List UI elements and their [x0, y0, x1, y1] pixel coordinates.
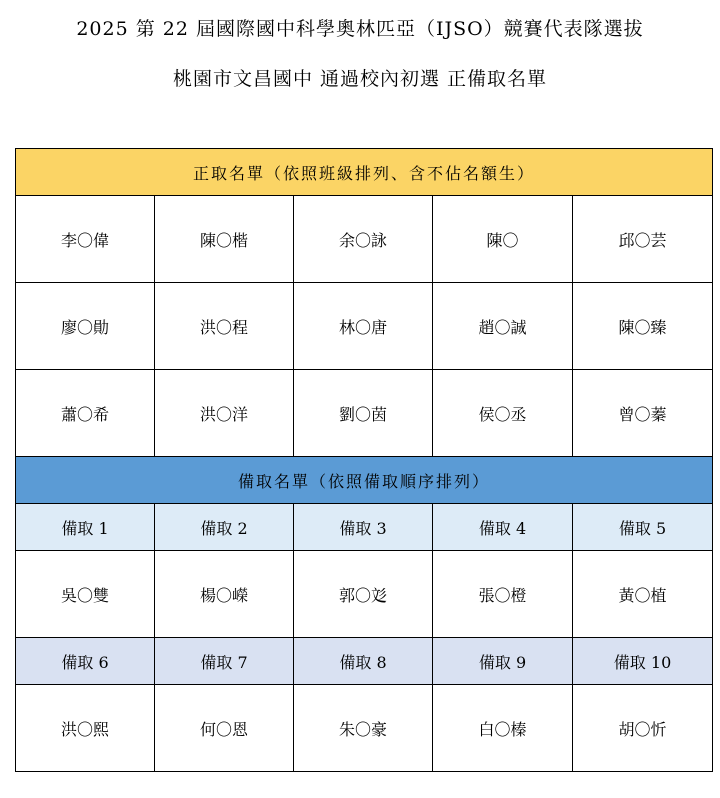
student-name-cell: 洪〇程 — [155, 283, 294, 370]
student-name-cell: 林〇唐 — [294, 283, 433, 370]
student-name-cell: 吳〇雙 — [16, 551, 155, 638]
waitlist-rank-label: 備取 4 — [433, 504, 573, 551]
student-name-cell: 楊〇嶸 — [155, 551, 294, 638]
student-name-cell: 余〇詠 — [294, 196, 433, 283]
student-name-cell: 張〇橙 — [433, 551, 573, 638]
student-name-cell: 陳〇楷 — [155, 196, 294, 283]
waitlist-rank-row — [16, 638, 713, 685]
table-row — [16, 370, 713, 457]
student-name-cell: 黃〇植 — [573, 551, 713, 638]
table-row — [16, 283, 713, 370]
student-name-cell: 廖〇勛 — [16, 283, 155, 370]
waitlist-rank-label: 備取 10 — [573, 638, 713, 685]
waitlist-rank-label: 備取 6 — [16, 638, 155, 685]
waitlist-rank-row — [16, 504, 713, 551]
table-row — [16, 685, 713, 772]
student-name-cell: 李〇偉 — [16, 196, 155, 283]
main-list-header: 正取名單（依照班級排列、含不佔名額生） — [16, 149, 713, 196]
roster-table — [15, 148, 713, 772]
document-subtitle: 桃園市文昌國中 通過校內初選 正備取名單 — [172, 68, 548, 90]
student-name-cell: 陳〇臻 — [573, 283, 713, 370]
student-name-cell: 邱〇芸 — [573, 196, 713, 283]
student-name-cell: 蕭〇希 — [16, 370, 155, 457]
student-name-cell: 白〇榛 — [433, 685, 573, 772]
waitlist-rank-label: 備取 1 — [16, 504, 155, 551]
waitlist-header-row — [16, 457, 713, 504]
student-name-cell: 朱〇豪 — [294, 685, 433, 772]
student-name-cell: 胡〇忻 — [573, 685, 713, 772]
waitlist-rank-label: 備取 7 — [155, 638, 294, 685]
student-name-cell: 洪〇洋 — [155, 370, 294, 457]
waitlist-rank-label: 備取 2 — [155, 504, 294, 551]
student-name-cell: 劉〇茵 — [294, 370, 433, 457]
student-name-cell: 侯〇丞 — [433, 370, 573, 457]
waitlist-rank-label: 備取 8 — [294, 638, 433, 685]
student-name-cell: 陳〇 — [433, 196, 573, 283]
student-name-cell: 何〇恩 — [155, 685, 294, 772]
waitlist-rank-label: 備取 3 — [294, 504, 433, 551]
document-title: 2025 第 22 屆國際國中科學奧林匹亞（IJSO）競賽代表隊選拔 — [76, 18, 644, 40]
student-name-cell: 郭〇彣 — [294, 551, 433, 638]
waitlist-header: 備取名單（依照備取順序排列） — [16, 457, 713, 504]
table-row — [16, 551, 713, 638]
waitlist-rank-label: 備取 5 — [573, 504, 713, 551]
waitlist-rank-label: 備取 9 — [433, 638, 573, 685]
student-name-cell: 趙〇誠 — [433, 283, 573, 370]
student-name-cell: 曾〇蓁 — [573, 370, 713, 457]
student-name-cell: 洪〇熙 — [16, 685, 155, 772]
table-row — [16, 196, 713, 283]
main-list-header-row — [16, 149, 713, 196]
